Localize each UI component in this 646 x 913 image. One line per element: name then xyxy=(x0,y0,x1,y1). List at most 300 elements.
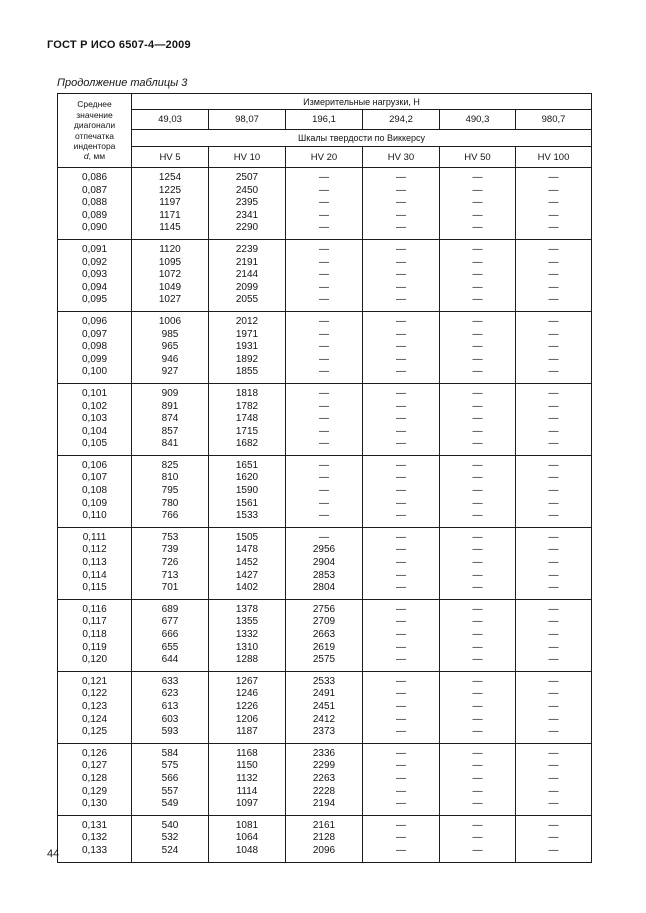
hv-scale-label: HV 30 xyxy=(363,147,440,168)
hardness-value-cell: 1310 xyxy=(209,642,286,655)
hardness-value-cell: 2709 xyxy=(286,616,363,629)
table-row xyxy=(58,426,592,439)
hardness-value-cell: 1561 xyxy=(209,498,286,511)
table-row xyxy=(58,269,592,282)
table-row xyxy=(58,366,592,383)
diagonal-value-cell: 0,099 xyxy=(58,354,132,367)
hardness-value-cell: 2575 xyxy=(286,654,363,671)
hardness-value-cell: — xyxy=(440,570,516,583)
hardness-value-cell: — xyxy=(516,168,592,185)
diagonal-value-cell: 0,124 xyxy=(58,714,132,727)
diagonal-value-cell: 0,116 xyxy=(58,599,132,616)
hardness-value-cell: — xyxy=(440,654,516,671)
table-row xyxy=(58,701,592,714)
hardness-value-cell: 1064 xyxy=(209,832,286,845)
d-symbol: d xyxy=(83,151,89,162)
hardness-value-cell: 825 xyxy=(132,455,209,472)
hardness-value-cell: 2144 xyxy=(209,269,286,282)
hardness-value-cell: — xyxy=(440,557,516,570)
hardness-value-cell: — xyxy=(286,498,363,511)
hardness-value-cell: — xyxy=(440,485,516,498)
hardness-value-cell: — xyxy=(440,845,516,862)
hardness-value-cell: — xyxy=(516,642,592,655)
hv-scale-label: HV 50 xyxy=(440,147,516,168)
hardness-value-cell: — xyxy=(440,743,516,760)
table-row xyxy=(58,599,592,616)
loads-row xyxy=(58,110,592,130)
hardness-value-cell: 1332 xyxy=(209,629,286,642)
hardness-value-cell: 2373 xyxy=(286,726,363,743)
hardness-value-cell: 575 xyxy=(132,760,209,773)
hardness-value-cell: — xyxy=(516,701,592,714)
table-row xyxy=(58,743,592,760)
table-row xyxy=(58,726,592,743)
hardness-value-cell: 1715 xyxy=(209,426,286,439)
diagonal-value-cell: 0,111 xyxy=(58,527,132,544)
hardness-value-cell: 2290 xyxy=(209,222,286,239)
hardness-value-cell: 1782 xyxy=(209,401,286,414)
hardness-value-cell: 1006 xyxy=(132,311,209,328)
hardness-value-cell: 1114 xyxy=(209,786,286,799)
hardness-value-cell: — xyxy=(516,354,592,367)
diagonal-value-cell: 0,098 xyxy=(58,341,132,354)
table-row xyxy=(58,510,592,527)
hardness-value-cell: 1378 xyxy=(209,599,286,616)
table-row xyxy=(58,642,592,655)
hardness-value-cell: 1081 xyxy=(209,815,286,832)
diagonal-value-cell: 0,108 xyxy=(58,485,132,498)
hardness-value-cell: 780 xyxy=(132,498,209,511)
table-row xyxy=(58,329,592,342)
hardness-value-cell: — xyxy=(363,426,440,439)
hardness-value-cell: — xyxy=(516,845,592,862)
hardness-value-cell: 2491 xyxy=(286,688,363,701)
hardness-value-cell: 1288 xyxy=(209,654,286,671)
hardness-value-cell: — xyxy=(286,294,363,311)
hardness-value-cell: 2194 xyxy=(286,798,363,815)
table-row xyxy=(58,383,592,400)
table-body xyxy=(58,168,592,863)
hardness-value-cell: — xyxy=(363,786,440,799)
hardness-value-cell: — xyxy=(440,701,516,714)
diagonal-value-cell: 0,090 xyxy=(58,222,132,239)
diagonal-header-line: Среднее xyxy=(77,99,112,110)
hardness-value-cell: — xyxy=(363,366,440,383)
hardness-value-cell: — xyxy=(440,294,516,311)
hardness-value-cell: 1049 xyxy=(132,282,209,295)
diagonal-value-cell: 0,100 xyxy=(58,366,132,383)
hardness-value-cell: — xyxy=(516,329,592,342)
hardness-value-cell: — xyxy=(440,185,516,198)
hardness-value-cell: — xyxy=(516,185,592,198)
hardness-value-cell: — xyxy=(440,197,516,210)
hardness-value-cell: — xyxy=(363,743,440,760)
hardness-value-cell: 701 xyxy=(132,582,209,599)
hardness-value-cell: 857 xyxy=(132,426,209,439)
table-row xyxy=(58,438,592,455)
hardness-value-cell: — xyxy=(286,438,363,455)
diagonal-value-cell: 0,131 xyxy=(58,815,132,832)
table-row xyxy=(58,570,592,583)
table-row xyxy=(58,257,592,270)
diagonal-value-cell: 0,097 xyxy=(58,329,132,342)
hardness-value-cell: — xyxy=(363,760,440,773)
diagonal-value-cell: 0,107 xyxy=(58,472,132,485)
hardness-value-cell: — xyxy=(363,413,440,426)
diagonal-header-line: значение xyxy=(76,109,113,120)
hardness-value-cell: 1095 xyxy=(132,257,209,270)
hardness-value-cell: 1682 xyxy=(209,438,286,455)
hardness-value-cell: 2450 xyxy=(209,185,286,198)
diagonal-value-cell: 0,088 xyxy=(58,197,132,210)
hardness-value-cell: 1651 xyxy=(209,455,286,472)
d-unit: , мм xyxy=(88,151,106,162)
hardness-value-cell: — xyxy=(440,510,516,527)
table-row xyxy=(58,498,592,511)
diagonal-value-cell: 0,094 xyxy=(58,282,132,295)
load-value: 980,7 xyxy=(516,110,592,130)
hardness-value-cell: — xyxy=(286,383,363,400)
hardness-value-cell: 2663 xyxy=(286,629,363,642)
hardness-value-cell: 2507 xyxy=(209,168,286,185)
hardness-value-cell: — xyxy=(363,798,440,815)
hardness-value-cell: — xyxy=(363,629,440,642)
hardness-value-cell: — xyxy=(440,354,516,367)
hardness-value-cell: 2239 xyxy=(209,239,286,256)
diagonal-value-cell: 0,118 xyxy=(58,629,132,642)
diagonal-value-cell: 0,121 xyxy=(58,671,132,688)
hardness-value-cell: — xyxy=(516,714,592,727)
hardness-value-cell: — xyxy=(286,222,363,239)
hardness-value-cell: 1355 xyxy=(209,616,286,629)
hardness-value-cell: — xyxy=(516,383,592,400)
hardness-value-cell: 623 xyxy=(132,688,209,701)
hardness-value-cell: — xyxy=(516,671,592,688)
hardness-value-cell: 2533 xyxy=(286,671,363,688)
table-row xyxy=(58,714,592,727)
hardness-value-cell: — xyxy=(516,485,592,498)
hardness-value-cell: 2263 xyxy=(286,773,363,786)
table-row xyxy=(58,629,592,642)
hardness-value-cell: — xyxy=(286,257,363,270)
hardness-value-cell: — xyxy=(440,210,516,223)
hardness-value-cell: — xyxy=(516,282,592,295)
hardness-value-cell: — xyxy=(363,570,440,583)
hardness-value-cell: 1168 xyxy=(209,743,286,760)
diagonal-value-cell: 0,093 xyxy=(58,269,132,282)
hardness-value-cell: 1533 xyxy=(209,510,286,527)
hardness-value-cell: 795 xyxy=(132,485,209,498)
hardness-value-cell: — xyxy=(363,832,440,845)
hardness-value-cell: — xyxy=(286,455,363,472)
hardness-value-cell: — xyxy=(363,726,440,743)
diagonal-value-cell: 0,122 xyxy=(58,688,132,701)
hardness-value-cell: 1187 xyxy=(209,726,286,743)
table-row xyxy=(58,210,592,223)
diagonal-value-cell: 0,109 xyxy=(58,498,132,511)
hardness-value-cell: 2099 xyxy=(209,282,286,295)
hardness-value-cell: — xyxy=(286,413,363,426)
diagonal-value-cell: 0,086 xyxy=(58,168,132,185)
hardness-value-cell: — xyxy=(363,210,440,223)
hardness-value-cell: — xyxy=(440,773,516,786)
hardness-value-cell: 2012 xyxy=(209,311,286,328)
hardness-value-cell: 2853 xyxy=(286,570,363,583)
hardness-value-cell: — xyxy=(363,329,440,342)
diagonal-value-cell: 0,092 xyxy=(58,257,132,270)
table-row xyxy=(58,845,592,862)
diagonal-value-cell: 0,114 xyxy=(58,570,132,583)
diagonal-value-cell: 0,096 xyxy=(58,311,132,328)
hardness-value-cell: 2804 xyxy=(286,582,363,599)
hardness-value-cell: — xyxy=(440,426,516,439)
hv-scale-label: HV 5 xyxy=(132,147,209,168)
table-row xyxy=(58,239,592,256)
hardness-value-cell: — xyxy=(440,329,516,342)
hardness-value-cell: — xyxy=(363,311,440,328)
hardness-value-cell: 1931 xyxy=(209,341,286,354)
hardness-value-cell: 1150 xyxy=(209,760,286,773)
hardness-value-cell: — xyxy=(516,544,592,557)
hardness-value-cell: — xyxy=(440,815,516,832)
hardness-value-cell: 603 xyxy=(132,714,209,727)
hardness-value-cell: — xyxy=(286,341,363,354)
hardness-value-cell: — xyxy=(516,510,592,527)
hardness-value-cell: — xyxy=(363,472,440,485)
hardness-value-cell: — xyxy=(363,527,440,544)
table-row xyxy=(58,185,592,198)
hardness-value-cell: — xyxy=(516,366,592,383)
hardness-value-cell: — xyxy=(440,616,516,629)
hardness-value-cell: — xyxy=(440,438,516,455)
hardness-value-cell: — xyxy=(363,701,440,714)
hardness-value-cell: 874 xyxy=(132,413,209,426)
hardness-value-cell: — xyxy=(440,455,516,472)
table-row xyxy=(58,688,592,701)
hardness-value-cell: — xyxy=(286,472,363,485)
hardness-value-cell: — xyxy=(440,239,516,256)
hardness-value-cell: — xyxy=(286,197,363,210)
hardness-value-cell: — xyxy=(440,222,516,239)
diagonal-value-cell: 0,128 xyxy=(58,773,132,786)
hardness-value-cell: 532 xyxy=(132,832,209,845)
hardness-value-cell: — xyxy=(440,582,516,599)
diagonal-value-cell: 0,089 xyxy=(58,210,132,223)
hardness-value-cell: — xyxy=(286,510,363,527)
hardness-value-cell: — xyxy=(286,185,363,198)
hardness-value-cell: — xyxy=(440,341,516,354)
hardness-value-cell: 1097 xyxy=(209,798,286,815)
hardness-value-cell: — xyxy=(363,544,440,557)
hardness-value-cell: 633 xyxy=(132,671,209,688)
hardness-value-cell: — xyxy=(363,654,440,671)
hardness-value-cell: — xyxy=(516,341,592,354)
hardness-value-cell: — xyxy=(440,760,516,773)
hardness-value-cell: — xyxy=(286,426,363,439)
hardness-value-cell: 2412 xyxy=(286,714,363,727)
hardness-value-cell: — xyxy=(516,413,592,426)
diagonal-header-line: индентора xyxy=(73,140,116,151)
hardness-value-cell: — xyxy=(516,438,592,455)
hardness-value-cell: — xyxy=(363,773,440,786)
hardness-value-cell: — xyxy=(363,845,440,862)
table-row xyxy=(58,485,592,498)
table-row xyxy=(58,222,592,239)
hardness-value-cell: — xyxy=(516,269,592,282)
diagonal-value-cell: 0,106 xyxy=(58,455,132,472)
hardness-value-cell: 1402 xyxy=(209,582,286,599)
hardness-value-cell: 810 xyxy=(132,472,209,485)
hardness-value-cell: 726 xyxy=(132,557,209,570)
hardness-value-cell: — xyxy=(363,354,440,367)
hardness-value-cell: 2451 xyxy=(286,701,363,714)
hardness-value-cell: 2096 xyxy=(286,845,363,862)
table-row xyxy=(58,341,592,354)
hardness-value-cell: — xyxy=(516,616,592,629)
hardness-value-cell: — xyxy=(516,582,592,599)
table-row xyxy=(58,616,592,629)
hardness-value-cell: — xyxy=(440,726,516,743)
hardness-value-cell: — xyxy=(516,239,592,256)
page-number: 44 xyxy=(47,848,60,860)
hardness-value-cell: — xyxy=(516,760,592,773)
table-row xyxy=(58,413,592,426)
hardness-value-cell: 689 xyxy=(132,599,209,616)
hardness-value-cell: — xyxy=(516,210,592,223)
hardness-value-cell: — xyxy=(286,485,363,498)
hardness-value-cell: 2395 xyxy=(209,197,286,210)
diagonal-value-cell: 0,117 xyxy=(58,616,132,629)
diagonal-value-cell: 0,129 xyxy=(58,786,132,799)
diagonal-value-cell: 0,126 xyxy=(58,743,132,760)
hardness-value-cell: 841 xyxy=(132,438,209,455)
hardness-value-cell: — xyxy=(363,599,440,616)
table-row xyxy=(58,168,592,185)
diagonal-value-cell: 0,105 xyxy=(58,438,132,455)
table-row xyxy=(58,654,592,671)
hardness-value-cell: 1427 xyxy=(209,570,286,583)
diagonal-value-cell: 0,119 xyxy=(58,642,132,655)
hardness-value-cell: — xyxy=(363,222,440,239)
hardness-value-cell: 566 xyxy=(132,773,209,786)
hardness-value-cell: — xyxy=(440,413,516,426)
hardness-value-cell: 1818 xyxy=(209,383,286,400)
diagonal-value-cell: 0,133 xyxy=(58,845,132,862)
hardness-value-cell: 1505 xyxy=(209,527,286,544)
hardness-value-cell: — xyxy=(516,815,592,832)
hardness-value-cell: — xyxy=(363,282,440,295)
table-row xyxy=(58,294,592,311)
hardness-value-cell: — xyxy=(516,832,592,845)
hardness-value-cell: — xyxy=(440,366,516,383)
hardness-value-cell: — xyxy=(363,616,440,629)
load-value: 294,2 xyxy=(363,110,440,130)
hardness-value-cell: 713 xyxy=(132,570,209,583)
table-row xyxy=(58,354,592,367)
hardness-value-cell: — xyxy=(363,401,440,414)
hardness-value-cell: 1072 xyxy=(132,269,209,282)
diagonal-value-cell: 0,101 xyxy=(58,383,132,400)
hardness-value-cell: — xyxy=(440,832,516,845)
hardness-value-cell: — xyxy=(363,383,440,400)
load-value: 196,1 xyxy=(286,110,363,130)
hardness-value-cell: — xyxy=(516,472,592,485)
hardness-value-cell: — xyxy=(440,629,516,642)
hardness-value-cell: — xyxy=(440,498,516,511)
diagonal-header-line: диагонали xyxy=(73,120,116,131)
table-row xyxy=(58,760,592,773)
hardness-value-cell: 766 xyxy=(132,510,209,527)
hardness-value-cell: — xyxy=(286,239,363,256)
document-title: ГОСТ Р ИСО 6507-4—2009 xyxy=(47,39,191,51)
hv-scale-label: HV 20 xyxy=(286,147,363,168)
hardness-value-cell: — xyxy=(516,311,592,328)
diagonal-value-cell: 0,125 xyxy=(58,726,132,743)
hardness-value-cell: 909 xyxy=(132,383,209,400)
hardness-value-cell: — xyxy=(440,168,516,185)
hardness-value-cell: — xyxy=(363,257,440,270)
hardness-value-cell: 2904 xyxy=(286,557,363,570)
hardness-value-cell: 1120 xyxy=(132,239,209,256)
hardness-value-cell: 540 xyxy=(132,815,209,832)
hardness-value-cell: — xyxy=(516,654,592,671)
hardness-value-cell: 965 xyxy=(132,341,209,354)
hardness-value-cell: — xyxy=(516,798,592,815)
diagonal-value-cell: 0,112 xyxy=(58,544,132,557)
scales-title: Шкалы твердости по Виккерсу xyxy=(132,130,592,147)
hardness-value-cell: — xyxy=(516,688,592,701)
hv-scale-label: HV 100 xyxy=(516,147,592,168)
hardness-value-cell: — xyxy=(363,341,440,354)
hardness-value-cell: — xyxy=(363,185,440,198)
table-row xyxy=(58,311,592,328)
diagonal-value-cell: 0,127 xyxy=(58,760,132,773)
hardness-value-cell: — xyxy=(516,629,592,642)
hardness-value-cell: — xyxy=(516,426,592,439)
hardness-value-cell: 593 xyxy=(132,726,209,743)
hardness-value-cell: — xyxy=(363,269,440,282)
hardness-value-cell: — xyxy=(440,599,516,616)
hardness-value-cell: 557 xyxy=(132,786,209,799)
hardness-value-cell: 1145 xyxy=(132,222,209,239)
hardness-value-cell: — xyxy=(286,282,363,295)
table-row xyxy=(58,282,592,295)
table-row xyxy=(58,455,592,472)
hardness-value-cell: — xyxy=(516,527,592,544)
table-caption: Продолжение таблицы 3 xyxy=(57,77,188,89)
hardness-value-cell: 1226 xyxy=(209,701,286,714)
hardness-value-cell: — xyxy=(363,510,440,527)
diagonal-value-cell: 0,130 xyxy=(58,798,132,815)
hardness-value-cell: — xyxy=(440,383,516,400)
diagonal-value-cell: 0,103 xyxy=(58,413,132,426)
hardness-value-cell: 2191 xyxy=(209,257,286,270)
loads-title: Измерительные нагрузки, Н xyxy=(132,94,592,110)
hardness-value-cell: 985 xyxy=(132,329,209,342)
hardness-value-cell: 1246 xyxy=(209,688,286,701)
hardness-value-cell: — xyxy=(516,455,592,472)
diagonal-header-line xyxy=(58,151,131,161)
hardness-value-cell: — xyxy=(363,688,440,701)
hardness-value-cell: — xyxy=(440,311,516,328)
hardness-value-cell: 2128 xyxy=(286,832,363,845)
hardness-value-cell: 1620 xyxy=(209,472,286,485)
hardness-value-cell: 891 xyxy=(132,401,209,414)
load-value: 490,3 xyxy=(440,110,516,130)
table-row xyxy=(58,197,592,210)
hardness-value-cell: 753 xyxy=(132,527,209,544)
hv-scale-label: HV 10 xyxy=(209,147,286,168)
